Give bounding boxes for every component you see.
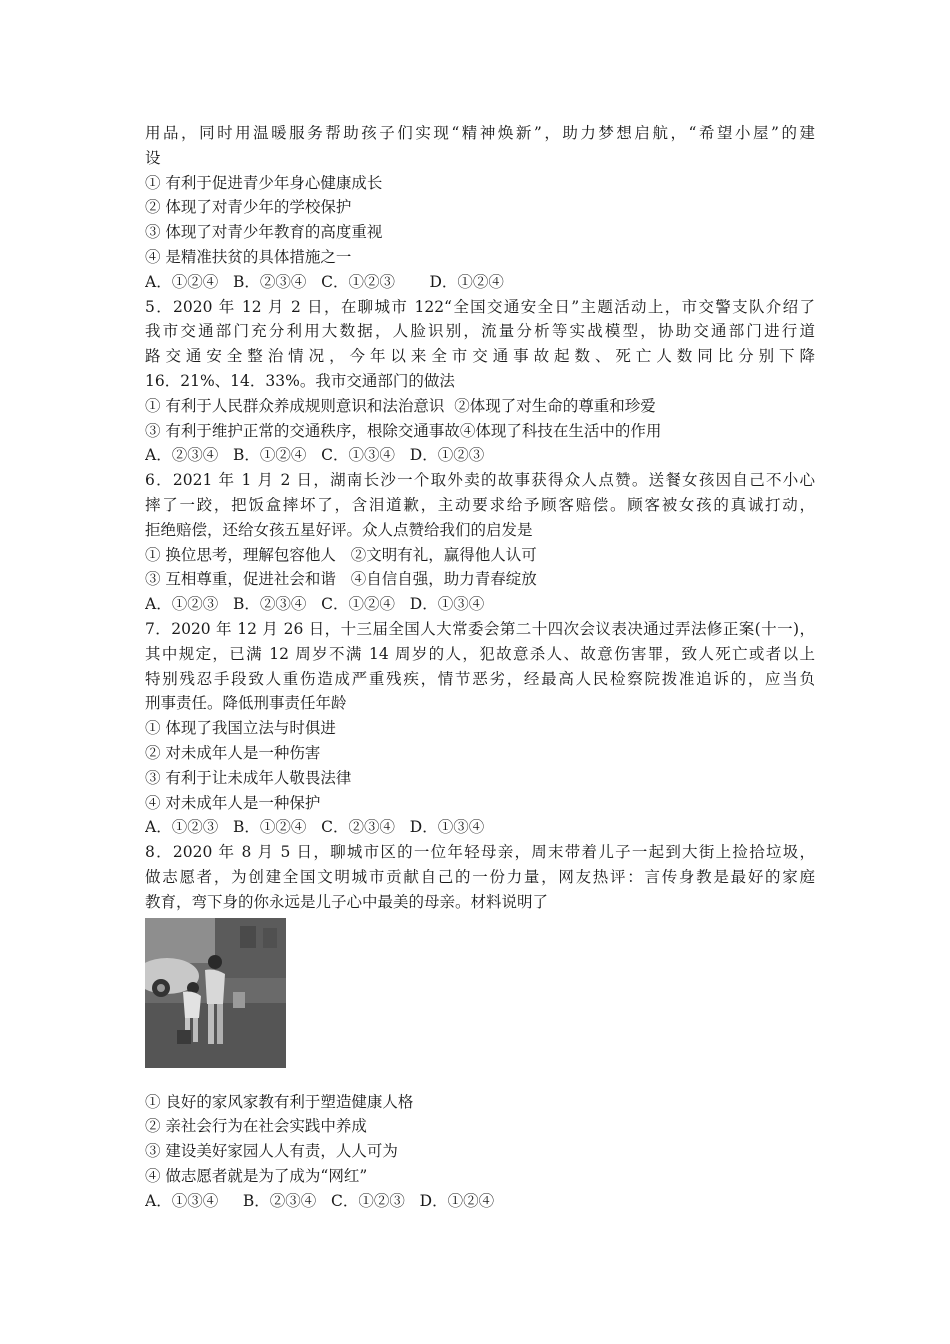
q7-option-3: ③ 有利于让未成年人敬畏法律	[145, 768, 352, 787]
q5-stem-line-2: 我市交通部门充分利用大数据，人脸识别，流量分析等实战模型，协助交通部门进行道	[145, 322, 815, 341]
q8-option-2: ② 亲社会行为在社会实践中养成	[145, 1117, 367, 1136]
q6-stem-line-1: 6．2021 年 1 月 2 日，湖南长沙一个取外卖的故事获得众人点赞。送餐女孩因自己不小心	[145, 471, 815, 490]
q4-option-3: ③ 体现了对青少年教育的高度重视	[145, 223, 383, 242]
q6-options-1-2: ① 换位思考，理解包容他人 ②文明有礼，赢得他人认可	[145, 545, 537, 564]
q5-options-3-4: ③ 有利于维护正常的交通秩序，根除交通事故④体现了科技在生活中的作用	[145, 421, 662, 440]
q4-answer-choices: A．①②④ B．②③④ C．①②③ D．①②④	[145, 272, 504, 291]
q8-option-3: ③ 建设美好家园人人有责，人人可为	[145, 1142, 398, 1161]
q8-answer-choices: A．①③④ B．②③④ C．①②③ D．①②④	[145, 1191, 495, 1210]
q6-answer-choices: A．①②③ B．②③④ C．①②④ D．①③④	[145, 595, 485, 614]
q8-option-4: ④ 做志愿者就是为了成为“网红”	[145, 1166, 368, 1185]
q7-stem-line-2: 其中规定，已满 12 周岁不满 14 周岁的人，犯故意杀人、故意伤害罪，致人死亡或者以上	[145, 644, 815, 663]
q4-option-2: ② 体现了对青少年的学校保护	[145, 198, 352, 217]
volunteer-photo-illustration	[145, 918, 286, 1068]
q7-stem-line-1: 7．2020 年 12 月 26 日，十三届全国人大常委会第二十四次会议表决通过弄法修正案(十一)，	[145, 619, 815, 638]
q4-option-1: ① 有利于促进青少年身心健康成长	[145, 173, 383, 192]
q4-stem-line-2: 设	[145, 148, 161, 167]
exam-content	[145, 121, 815, 1213]
q8-stem-line-2: 做志愿者，为创建全国文明城市贡献自己的一份力量，网友热评：言传身教是最好的家庭	[145, 867, 815, 886]
q8-option-1: ① 良好的家风家教有利于塑造健康人格	[145, 1092, 414, 1111]
volunteer-photo	[145, 918, 286, 1068]
q7-stem-line-4: 刑事责任。降低刑事责任年龄	[145, 694, 347, 713]
q6-stem-line-3: 拒绝赔偿，还给女孩五星好评。众人点赞给我们的启发是	[145, 520, 533, 539]
q8-stem-line-1: 8．2020 年 8 月 5 日，聊城市区的一位年轻母亲，周末带着儿子一起到大街上捡拾垃圾，	[145, 843, 815, 862]
q4-option-4: ④ 是精准扶贫的具体措施之一	[145, 247, 352, 266]
q7-stem-line-3: 特别残忍手段致人重伤造成严重残疾，情节恶劣，经最高人民检察院拨准追诉的，应当负	[145, 669, 815, 688]
q5-stem-line-4: 16．21%、14．33%。我市交通部门的做法	[145, 371, 455, 390]
q7-option-2: ② 对未成年人是一种伤害	[145, 743, 321, 762]
q7-answer-choices: A．①②③ B．①②④ C．②③④ D．①③④	[145, 818, 485, 837]
q7-option-4: ④ 对未成年人是一种保护	[145, 793, 321, 812]
q8-stem-line-3: 教育，弯下身的你永远是儿子心中最美的母亲。材料说明了	[145, 892, 549, 911]
q5-options-1-2: ① 有利于人民群众养成规则意识和法治意识 ②体现了对生命的尊重和珍爱	[145, 396, 656, 415]
q6-stem-line-2: 摔了一跤，把饭盒摔坏了，含泪道歉，主动要求给予顾客赔偿。顾客被女孩的真诚打动，	[145, 495, 815, 514]
q5-stem-line-1: 5．2020 年 12 月 2 日，在聊城市 122“全国交通安全日”主题活动上，市交警支队介绍了	[145, 297, 815, 316]
q7-option-1: ① 体现了我国立法与时俱进	[145, 719, 336, 738]
q6-options-3-4: ③ 互相尊重，促进社会和谐 ④自信自强，助力青春绽放	[145, 570, 537, 589]
q4-stem-line-1: 用品，同时用温暖服务帮助孩子们实现“精神焕新”，助力梦想启航，“希望小屋”的建	[145, 124, 815, 142]
q5-answer-choices: A．②③④ B．①②④ C．①③④ D．①②③	[145, 446, 485, 465]
q5-stem-line-3: 路交通安全整治情况，今年以来全市交通事故起数、死亡人数同比分别下降	[145, 347, 815, 366]
